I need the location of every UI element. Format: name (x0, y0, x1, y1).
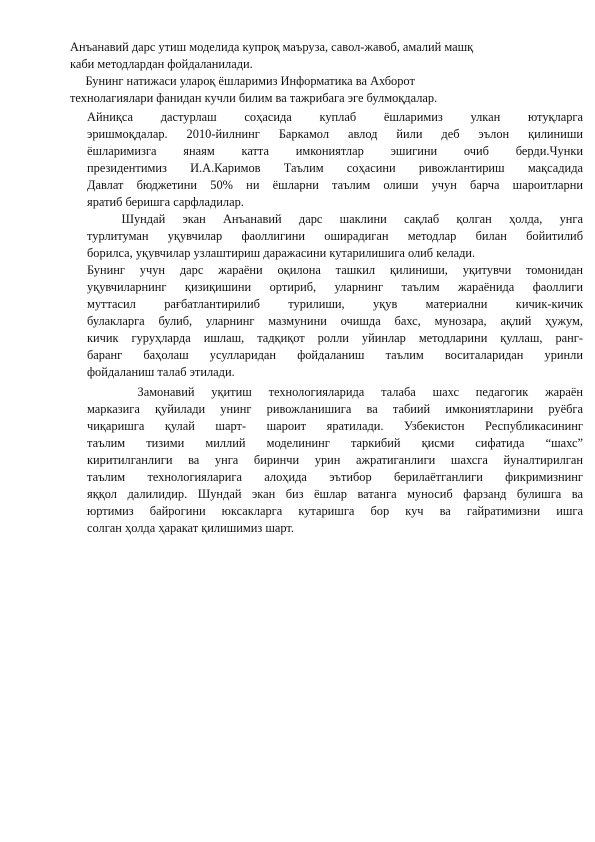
paragraph-4-line: солган ҳолда ҳаракат қилишимиз шарт. (87, 521, 295, 535)
paragraph-3-line: кичик гуруҳларда ишлаш, тадқиқот ролли уйинлар методларини қуллаш, ранг- (87, 331, 583, 345)
paragraph-3-line: фойдаланиш талаб этилади. (87, 365, 235, 379)
paragraph-1-line: ёшларимизга янаям катта имкониятлар эшигини очиб берди.Чунки (87, 144, 583, 158)
paragraph-3-line: Бунинг учун дарс жараёни оқилона ташкил қилиниши, уқитувчи томонидан (87, 263, 583, 277)
paragraph-2-line: Шундай экан Анъанавий дарс шаклини сақлаб қолган ҳолда, унга (87, 212, 583, 226)
paragraph-2-line: турлитуман уқувчилар фаоллигини оширадиган методлар билан бойитилиб (87, 229, 583, 243)
paragraph-4-line: юртимиз байрогини юксакларга кутаришга бор куч ва гайратимизни ишга (87, 504, 583, 518)
paragraph-1-line: яратиб беришга сарфладилар. (87, 195, 244, 209)
paragraph-1-line: Айниқса дастурлаш соҳасида куплаб ёшларимиз улкан ютуқларга (87, 110, 583, 124)
paragraph-4-line: марказига қуйилади унинг ривожланишига ва табиий имкониятларини руёбга (87, 402, 583, 416)
paragraph-2-line: борилса, уқувчилар узлаштириш даражасини кутарилишига олиб келади. (87, 246, 476, 260)
intro-line-4: технолагиялари фанидан кучли билим ва тажрибага эге булмоқдалар. (70, 91, 438, 105)
paragraph-4-line: чиқаришга қулай шарт- шароит яратилади. Узбекистон Республикасининг (87, 419, 583, 433)
paragraph-1-line: президентимиз И.А.Каримов Таълим соҳасини ривожлантириш мақсадида (87, 161, 583, 175)
paragraph-3-line: уқувчиларнинг қизиқишини ортириб, уларнинг таълим жараёнида фаоллиги (87, 280, 583, 294)
paragraph-3-line: муттасил рағбатлантирилиб турилиши, уқув материални кичик-кичик (87, 297, 583, 311)
paragraph-3-line: баранг баҳолаш усулларидан фойдаланиш таълим воситаларидан уринли (87, 348, 583, 362)
paragraph-1-line: Давлат бюджетини 50% ни ёшларни таълим олиши учун барча шароитларни (87, 178, 583, 192)
paragraph-3-line: булакларга булиб, уларнинг мазмунини очишда бахс, мунозара, ақлий ҳужум, (87, 314, 583, 328)
paragraph-4-line: киритилганлиги ва унга биринчи урин ажратиганлиги шахсга йуналтирилган (87, 453, 583, 467)
paragraph-4-line: таълим тизими миллий моделининг таркибий қисми сифатида “шахс” (87, 436, 583, 450)
paragraph-4-line: яққол далилидир. Шундай экан биз ёшлар ватанга муносиб фарзанд булишга ва (87, 487, 583, 501)
intro-line-3: Бунинг натижаси улароқ ёшларимиз Информатика ва Ахборот (70, 74, 415, 88)
intro-line-1: Анъанавий дарс утиш моделида купроқ маъруза, савол-жавоб, амалий машқ (70, 40, 474, 54)
paragraph-4-line: Замонавий уқитиш технологияларида талаба шахс педагогик жараён (87, 385, 583, 399)
intro-line-2: каби методлардан фойдаланилади. (70, 57, 253, 71)
paragraph-4-line: таълим технологияларига алоҳида эътибор берилаётганлиги фикримизнинг (87, 470, 583, 484)
paragraph-1-line: эришмоқдалар. 2010-йилнинг Баркамол авлод йили деб эълон қилиниши (87, 127, 583, 141)
